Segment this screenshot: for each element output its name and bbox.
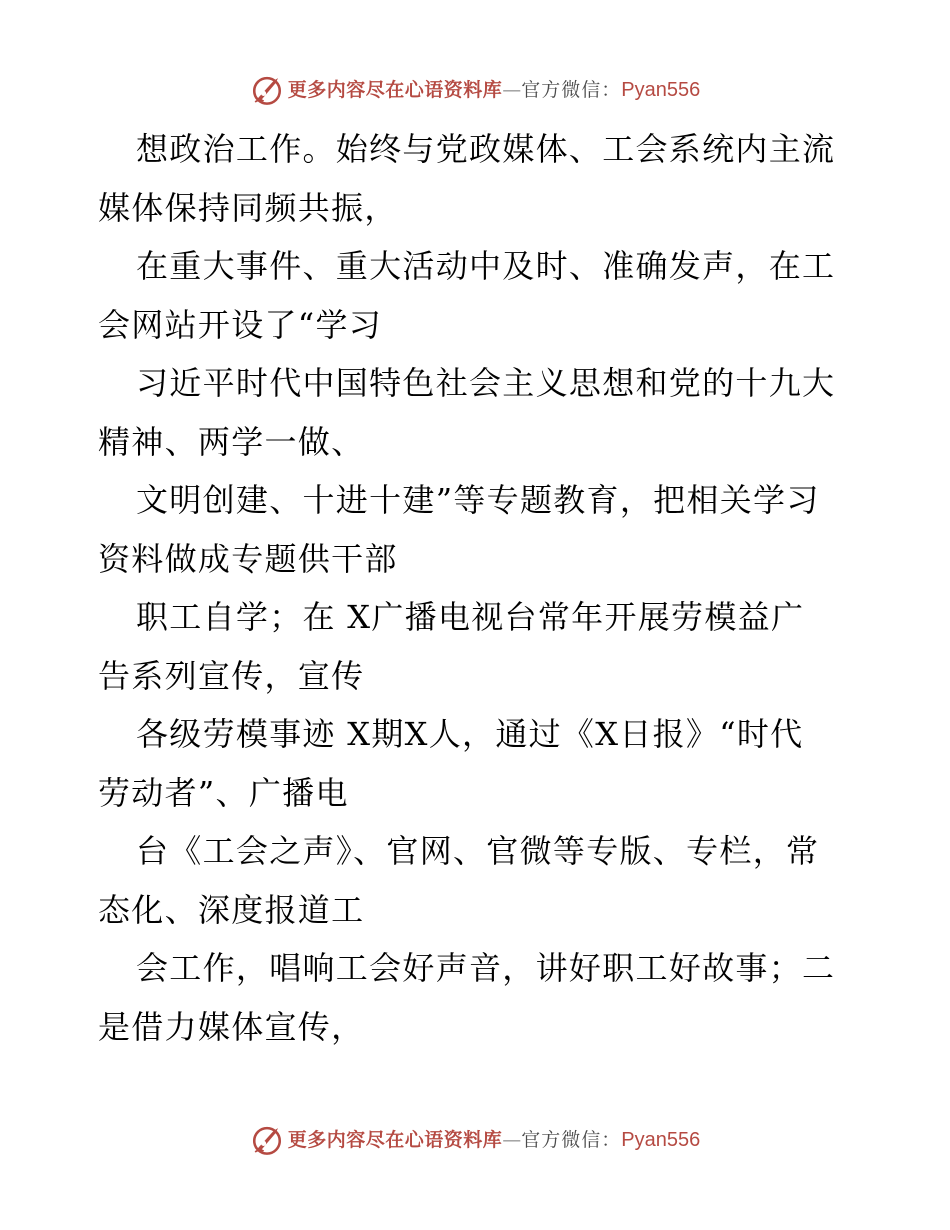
banner-main-text: 更多内容尽在心语资料库 — [287, 1128, 503, 1151]
header-watermark — [0, 70, 950, 110]
text-line: 媒体保持同频共振， — [98, 188, 398, 227]
text-line: 是借力媒体宣传， — [98, 1007, 365, 1046]
text-line: 资料做成专题供干部 — [98, 539, 398, 578]
quill-pen-logo-icon — [250, 1123, 284, 1157]
text-line: 会网站开设了“学习 — [98, 305, 383, 344]
text-line: 台《工会之声》、官网、官微等专版、专栏，常 — [136, 832, 820, 870]
text-line: 在重大事件、重大活动中及时、准确发声，在工 — [136, 247, 836, 285]
text-line: 习近平时代中国特色社会主义思想和党的十九大 — [136, 364, 836, 402]
footer-watermark — [0, 1120, 950, 1160]
banner-wechat-id: Pyan556 — [621, 1129, 701, 1151]
banner-separator: — — [502, 1128, 522, 1151]
text-line: 态化、深度报道工 — [98, 890, 365, 929]
banner-separator: — — [502, 78, 522, 101]
banner-wechat-label: 官方微信： — [521, 1128, 622, 1151]
text-line: 职工自学；在 X广播电视台常年开展劳模益广 — [136, 598, 805, 636]
text-line: 文明创建、十进十建”等专题教育，把相关学习 — [136, 481, 820, 519]
banner-wechat-label: 官方微信： — [521, 78, 622, 101]
document-body — [98, 120, 853, 1056]
quill-pen-logo-icon — [250, 73, 284, 107]
text-line: 告系列宣传，宣传 — [98, 656, 365, 695]
banner-wechat-id: Pyan556 — [621, 79, 701, 101]
text-line: 想政治工作。始终与党政媒体、工会系统内主流 — [136, 130, 836, 168]
text-line: 精神、两学一做、 — [98, 422, 365, 461]
text-line: 各级劳模事迹 X期X人，通过《X日报》“时代 — [136, 715, 804, 753]
text-line: 会工作，唱响工会好声音，讲好职工好故事；二 — [136, 949, 836, 987]
banner-main-text: 更多内容尽在心语资料库 — [287, 78, 503, 101]
text-line: 劳动者”、广播电 — [98, 773, 349, 812]
